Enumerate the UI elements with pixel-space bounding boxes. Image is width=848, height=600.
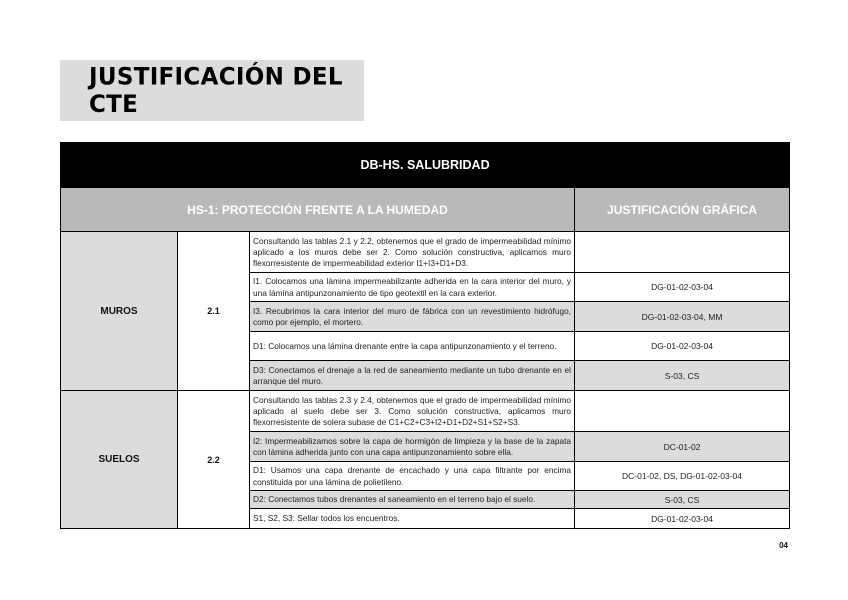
subheader-right: JUSTIFICACIÓN GRÁFICA: [575, 188, 790, 232]
row-ref: [575, 391, 790, 432]
section-code: 2.1: [178, 232, 250, 391]
row-ref: DG-01-02-03-04: [575, 509, 790, 529]
row-ref: DG-01-02-03-04: [575, 273, 790, 302]
cte-table: [60, 142, 790, 529]
table-row: [61, 232, 790, 273]
table-header: DB-HS. SALUBRIDAD: [61, 143, 790, 188]
row-ref: S-03, CS: [575, 361, 790, 391]
table-subheader-row: [61, 188, 790, 232]
row-text: D1: Colocamos una lámina drenante entre la capa antipunzonamiento y el terreno.: [250, 332, 575, 361]
row-text: Consultando las tablas 2.1 y 2.2, obtenemos que el grado de impermeabilidad mínimo aplicado a los muros debe ser 2. Como solución constructiva, aplicamos muro flexorresistente de impermeabilidad exterior I1+I3+D1+D3.: [250, 232, 575, 273]
row-text: I2: Impermeabilizamos sobre la capa de hormigón de limpieza y la base de la zapata con lámina adherida junto con una capa antipunzonamiento sobre ella.: [250, 432, 575, 462]
row-text: D1: Usamos una capa drenante de encachado y una capa filtrante por encima constituida por una lámina de polietileno.: [250, 462, 575, 491]
section-name: SUELOS: [61, 391, 178, 529]
row-ref: DC-01-02: [575, 432, 790, 462]
row-ref: DG-01-02-03-04: [575, 332, 790, 361]
row-text: I1. Colocamos una lámina impermeabilizante adherida en la cara interior del muro, y una lámina antipunzonamiento de tipo geotextil en la cara exterior.: [250, 273, 575, 302]
row-ref: [575, 232, 790, 273]
row-ref: DC-01-02, DS, DG-01-02-03-04: [575, 462, 790, 491]
section-code: 2.2: [178, 391, 250, 529]
table-header-row: [61, 143, 790, 188]
subheader-left: HS-1: PROTECCIÓN FRENTE A LA HUMEDAD: [61, 188, 575, 232]
row-text: D2: Conectamos tubos drenantes al saneamiento en el terreno bajo el suelo.: [250, 491, 575, 509]
row-text: D3: Conectamos el drenaje a la red de saneamiento mediante un tubo drenante en el arranque del muro.: [250, 361, 575, 391]
section-name: MUROS: [61, 232, 178, 391]
row-ref: DG-01-02-03-04, MM: [575, 302, 790, 332]
row-text: I3. Recubrimos la cara interior del muro de fábrica con un revestimiento hidrófugo, como por ejemplo, el mortero.: [250, 302, 575, 332]
row-text: S1, S2, S3: Sellar todos los encuentros.: [250, 509, 575, 529]
row-text: Consultando las tablas 2.3 y 2.4, obtenemos que el grado de impermeabilidad mínimo aplicado al suelo debe ser 3. Como solución constructiva, aplicamos muro flexorresistente de solera subase de C1+C2+C3+I2+D1+D2+S1+S2+S3.: [250, 391, 575, 432]
title-banner: [60, 60, 364, 121]
page-number: 04: [779, 541, 788, 550]
table-row: [61, 391, 790, 432]
cte-table-container: [60, 142, 788, 529]
page-title: JUSTIFICACIÓN DEL CTE: [89, 63, 343, 118]
row-ref: S-03, CS: [575, 491, 790, 509]
